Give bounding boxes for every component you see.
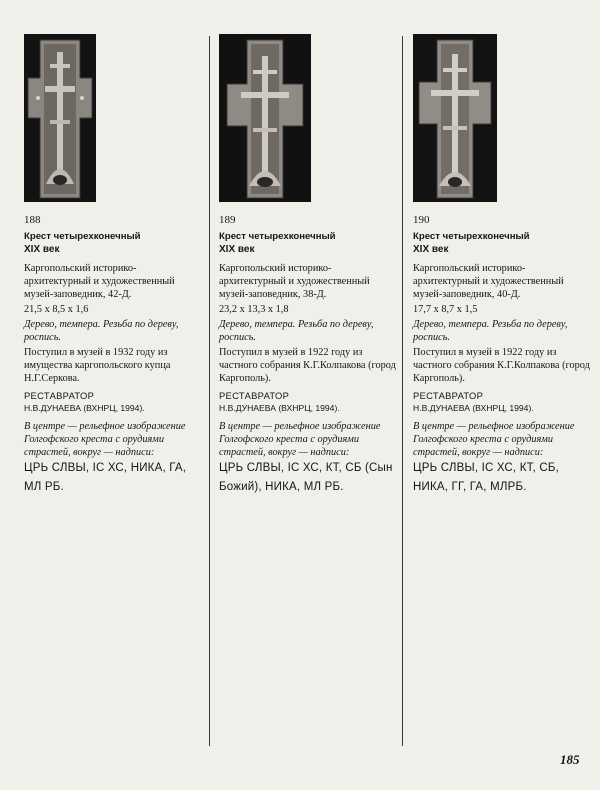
entry-description: В центре — рельефное изображение Голгофского креста с орудиями страстей, вокруг — надписи:	[219, 421, 381, 458]
entry-material: Дерево, темпера. Резьба по дереву, роспись.	[219, 319, 374, 343]
entry-dimensions: 17,7 x 8,7 x 1,5	[413, 304, 478, 315]
catalog-entry-189	[219, 214, 397, 497]
restorer-heading: РЕСТАВРАТОР	[413, 390, 484, 401]
entry-museum: Каргопольский историко-архитектурный и художественный музей-заповедник, 40-Д.	[413, 263, 564, 300]
cross-photo-189	[219, 34, 311, 202]
cross-photo-190	[413, 34, 497, 202]
entry-provenance: Поступил в музей в 1922 году из частного собрания К.Г.Колпакова (город Каргополь).	[413, 347, 590, 384]
entry-description: В центре — рельефное изображение Голгофского креста с орудиями страстей, вокруг — надписи:	[24, 421, 186, 458]
entry-description: В центре — рельефное изображение Голгофского креста с орудиями страстей, вокруг — надписи:	[413, 421, 575, 458]
restorer-name: Н.В.ДУНАЕВА (ВХНРЦ, 1994).	[219, 403, 340, 413]
entry-century: XIX век	[219, 244, 255, 255]
restorer-heading: РЕСТАВРАТОР	[219, 390, 290, 401]
entry-provenance: Поступил в музей в 1922 году из частного собрания К.Г.Колпакова (город Каргополь).	[219, 347, 396, 384]
restorer-name: Н.В.ДУНАЕВА (ВХНРЦ, 1994).	[24, 403, 145, 413]
entry-inscription: ЦРЬ СЛВЫ, ІС ХС, КТ, СБ (Сын Божий), НИКА, МЛ РБ.	[219, 462, 393, 493]
page-number: 185	[560, 752, 580, 767]
entry-material: Дерево, темпера. Резьба по дереву, роспись.	[413, 319, 568, 343]
entry-title: Крест четырехконечный	[413, 231, 530, 242]
entry-number: 189	[219, 214, 236, 226]
entry-dimensions: 21,5 x 8,5 x 1,6	[24, 304, 89, 315]
entry-title: Крест четырехконечный	[24, 231, 141, 242]
entry-inscription: ЦРЬ СЛВЫ, ІС ХС, НИКА, ГА, МЛ РБ.	[24, 462, 187, 493]
entry-century: XIX век	[413, 244, 449, 255]
entry-museum: Каргопольский историко-архитектурный и художественный музей-заповедник, 38-Д.	[219, 263, 370, 300]
column-divider-1	[209, 36, 210, 746]
entry-century: XIX век	[24, 244, 60, 255]
entry-provenance: Поступил в музей в 1932 году из имущества каргопольского купца Н.Г.Серкова.	[24, 347, 171, 384]
entry-number: 190	[413, 214, 430, 226]
cross-photo-188	[24, 34, 96, 202]
catalog-entry-188	[24, 214, 202, 497]
restorer-heading: РЕСТАВРАТОР	[24, 390, 95, 401]
entry-title: Крест четырехконечный	[219, 231, 336, 242]
column-divider-2	[402, 36, 403, 746]
entry-museum: Каргопольский историко-архитектурный и художественный музей-заповедник, 42-Д.	[24, 263, 175, 300]
restorer-name: Н.В.ДУНАЕВА (ВХНРЦ, 1994).	[413, 403, 534, 413]
entry-number: 188	[24, 214, 41, 226]
entry-dimensions: 23,2 x 13,3 x 1,8	[219, 304, 289, 315]
entry-material: Дерево, темпера. Резьба по дереву, роспись.	[24, 319, 179, 343]
catalog-entry-190	[413, 214, 591, 497]
entry-inscription: ЦРЬ СЛВЫ, ІС ХС, КТ, СБ, НИКА, ГГ, ГА, МЛРБ.	[413, 462, 559, 493]
